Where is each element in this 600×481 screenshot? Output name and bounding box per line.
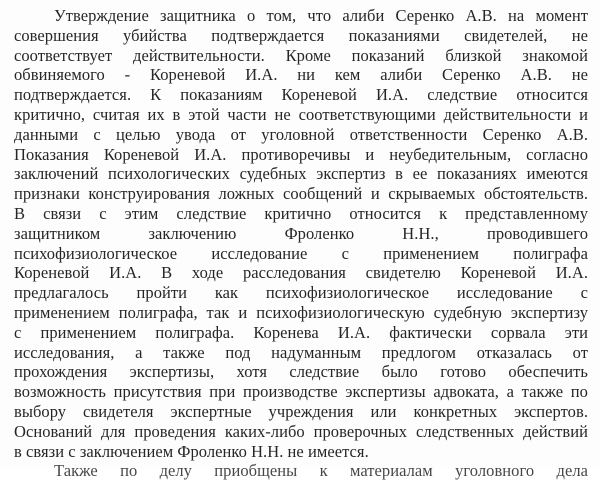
text-line: выбору свидетеля экспертные учреждения или конкретных экспертов. — [14, 401, 588, 421]
text-line: защитником заключению Фроленко Н.Н., проводившего — [14, 223, 588, 243]
text-line: применением полиграфа, так и психофизиологическую судебную экспертизу — [14, 302, 588, 322]
text-line: Оснований для проведения каких-либо проверочных следственных действий — [14, 421, 588, 441]
text-line: совершения убийства подтверждается показаниями свидетелей, не — [14, 25, 588, 45]
text-line: данными с целью увода от уголовной ответственности Серенко А.В. — [14, 124, 588, 144]
text-line: В связи с этим следствие критично относится к представленному — [14, 203, 588, 223]
text-line: с применением полиграфа. Коренева И.А. фактически сорвала эти — [14, 322, 588, 342]
text-line: критично, считая их в этой части не соответствующими действительности и — [14, 104, 588, 124]
text-line: Показания Кореневой И.А. противоречивы и неубедительным, согласно — [14, 144, 588, 164]
text-line: психофизиологическое исследование с применением полиграфа — [14, 243, 588, 263]
text-line: Утверждение защитника о том, что алиби Серенко А.В. на момент — [54, 6, 588, 25]
text-line: признаки конструирования ложных сообщений и скрываемых обстоятельств. — [14, 184, 588, 204]
text-line: в связи с заключением Фроленко Н.Н. не имеется. — [14, 441, 369, 461]
text-line: Кореневой И.А. В ходе расследования свидетелю Кореневой И.А. — [14, 263, 588, 283]
text-line: прохождения экспертизы, хотя следствие было готово обеспечить — [14, 362, 588, 382]
text-line: возможность присутствия при производстве экспертизы адвоката, а также по — [14, 382, 588, 402]
text-line: подтверждается. К показаниям Кореневой И.А. следствие относится — [14, 85, 588, 105]
text-line: предлагалось пройти как психофизиологическое исследование с — [14, 283, 588, 303]
text-line: исследования, а также под надуманным предлогом отказалась от — [14, 342, 588, 362]
document-body — [14, 6, 588, 481]
text-line: соответствует действительности. Кроме показаний близкой знакомой — [14, 45, 588, 65]
text-line: обвиняемого - Кореневой И.А. ни кем алиби Серенко А.В. не — [14, 65, 588, 85]
text-line: заключений психологических судебных экспертиз в ее показаниях имеются — [14, 164, 588, 184]
text-line-cut-off: Также по делу приобщены к материалам уголовного дела — [54, 461, 588, 481]
